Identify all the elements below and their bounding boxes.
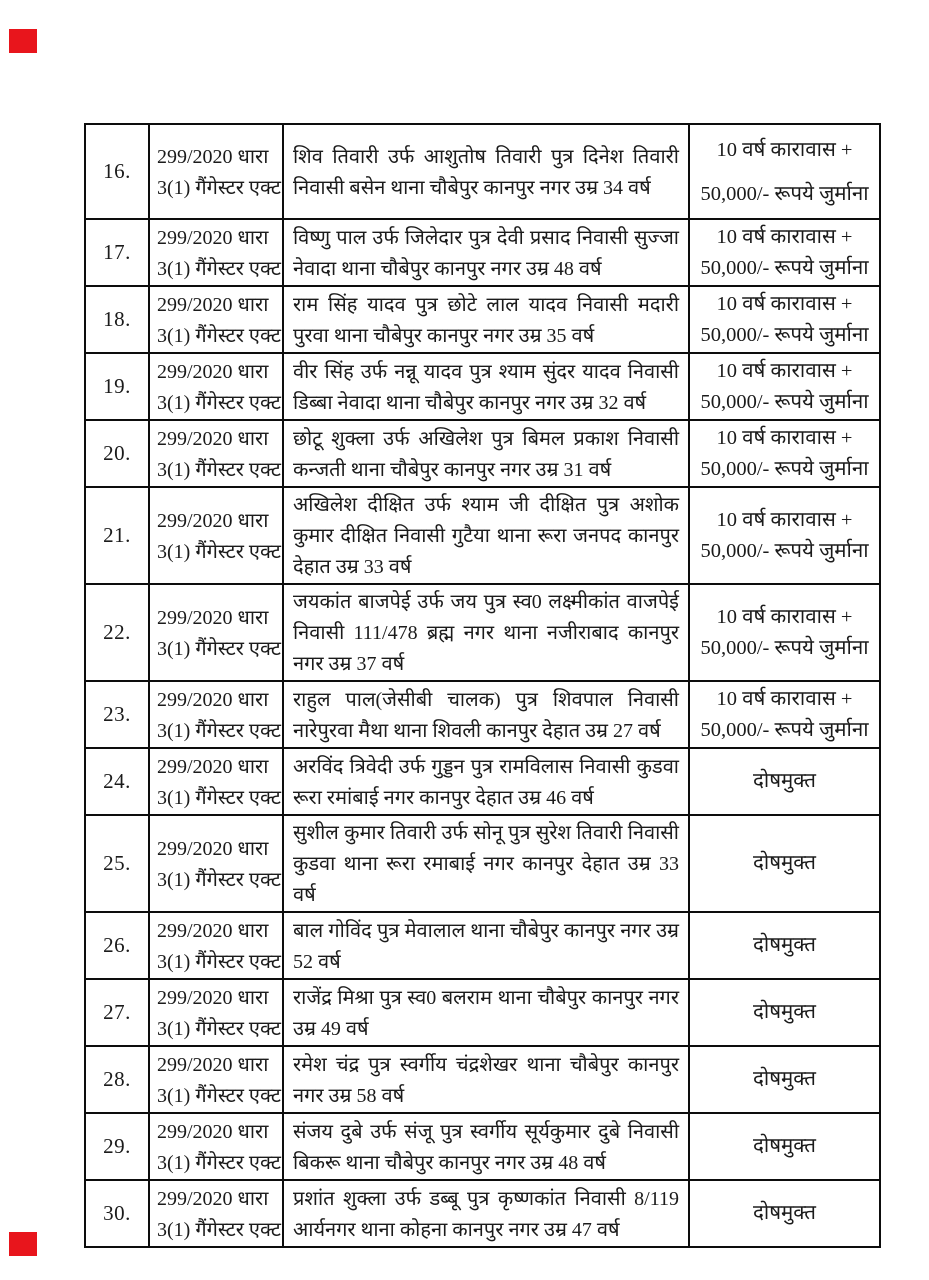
case-line: 299/2020 धारा (157, 146, 269, 168)
case-line: 299/2020 धारा (157, 294, 269, 316)
case-line: 299/2020 धारा (157, 689, 269, 711)
case-cell (149, 979, 283, 1046)
case-line: 3(1) गैंगेस्टर एक्ट (157, 177, 281, 199)
verdict-cell (689, 487, 880, 584)
case-cell (149, 353, 283, 420)
person-cell: अखिलेश दीक्षित उर्फ श्याम जी दीक्षित पुत्र अशोक कुमार दीक्षित निवासी गुटैया थाना रूरा जनपद कानपुर देहात उम्र 33 वर्ष (283, 487, 689, 584)
case-line: 3(1) गैंगेस्टर एक्ट (157, 720, 281, 742)
case-line: 299/2020 धारा (157, 227, 269, 249)
verdict-line: 50,000/- रूपये जुर्माना (700, 636, 869, 659)
case-cell (149, 1180, 283, 1247)
person-cell: राहुल पाल(जेसीबी चालक) पुत्र शिवपाल निवासी नारेपुरवा मैथा थाना शिवली कानपुर देहात उम्र 27 वर्ष (283, 681, 689, 748)
verdict-cell (689, 681, 880, 748)
table-row (85, 815, 880, 912)
verdict-line: 10 वर्ष कारावास + (716, 508, 853, 531)
serial-cell: 28. (85, 1046, 149, 1113)
case-line: 299/2020 धारा (157, 1054, 269, 1076)
table-row (85, 286, 880, 353)
verdict-line: 10 वर्ष कारावास + (716, 359, 853, 382)
verdict-cell (689, 286, 880, 353)
red-edge-marker-top (9, 29, 37, 53)
case-cell (149, 1046, 283, 1113)
verdict-line: दोषमुक्त (753, 1135, 816, 1157)
verdict-line: 50,000/- रूपये जुर्माना (700, 718, 869, 741)
serial-cell: 18. (85, 286, 149, 353)
case-line: 299/2020 धारा (157, 510, 269, 532)
table-row (85, 420, 880, 487)
verdict-cell (689, 420, 880, 487)
case-line: 3(1) गैंगेस्टर एक्ट (157, 1152, 281, 1174)
verdict-cell (689, 124, 880, 219)
verdict-cell (689, 1113, 880, 1180)
verdict-cell (689, 1046, 880, 1113)
case-line: 3(1) गैंगेस्टर एक्ट (157, 1219, 281, 1241)
table-row (85, 912, 880, 979)
verdict-line: दोषमुक्त (753, 934, 816, 956)
verdict-cell (689, 584, 880, 681)
table-row (85, 124, 880, 219)
case-line: 3(1) गैंगेस्टर एक्ट (157, 869, 281, 891)
cases-table (84, 123, 881, 1248)
case-cell (149, 219, 283, 286)
serial-cell: 30. (85, 1180, 149, 1247)
case-cell (149, 286, 283, 353)
person-cell: जयकांत बाजपेई उर्फ जय पुत्र स्व0 लक्ष्मीकांत वाजपेई निवासी 111/478 ब्रह्म नगर थाना नजीराबाद कानपुर नगर उम्र 37 वर्ष (283, 584, 689, 681)
serial-cell: 20. (85, 420, 149, 487)
table-row (85, 1180, 880, 1247)
person-cell: छोटू शुक्ला उर्फ अखिलेश पुत्र बिमल प्रकाश निवासी कन्जती थाना चौबेपुर कानपुर नगर उम्र 31 वर्ष (283, 420, 689, 487)
verdict-cell (689, 912, 880, 979)
case-cell (149, 912, 283, 979)
verdict-line: 50,000/- रूपये जुर्माना (700, 539, 869, 562)
serial-cell: 19. (85, 353, 149, 420)
verdict-line: 50,000/- रूपये जुर्माना (700, 323, 869, 346)
table-row (85, 219, 880, 286)
person-cell: राजेंद्र मिश्रा पुत्र स्व0 बलराम थाना चौबेपुर कानपुर नगर उम्र 49 वर्ष (283, 979, 689, 1046)
verdict-line: दोषमुक्त (753, 1068, 816, 1090)
person-cell: शिव तिवारी उर्फ आशुतोष तिवारी पुत्र दिनेश तिवारी निवासी बसेन थाना चौबेपुर कानपुर नगर उम्र 34 वर्ष (283, 124, 689, 219)
verdict-cell (689, 219, 880, 286)
case-cell (149, 815, 283, 912)
case-line: 299/2020 धारा (157, 1121, 269, 1143)
case-cell (149, 124, 283, 219)
table-row (85, 748, 880, 815)
case-line: 299/2020 धारा (157, 838, 269, 860)
table-row (85, 487, 880, 584)
table-row (85, 1113, 880, 1180)
verdict-cell (689, 815, 880, 912)
case-cell (149, 487, 283, 584)
case-line: 299/2020 धारा (157, 1188, 269, 1210)
case-line: 299/2020 धारा (157, 361, 269, 383)
case-cell (149, 748, 283, 815)
case-line: 299/2020 धारा (157, 428, 269, 450)
table-row (85, 1046, 880, 1113)
serial-cell: 29. (85, 1113, 149, 1180)
serial-cell: 21. (85, 487, 149, 584)
verdict-line: 50,000/- रूपये जुर्माना (700, 390, 869, 413)
case-line: 3(1) गैंगेस्टर एक्ट (157, 1018, 281, 1040)
verdict-line: 50,000/- रूपये जुर्माना (700, 457, 869, 480)
case-cell (149, 1113, 283, 1180)
verdict-line: 10 वर्ष कारावास + (716, 292, 853, 315)
verdict-line: 10 वर्ष कारावास + (716, 426, 853, 449)
case-line: 299/2020 धारा (157, 756, 269, 778)
serial-cell: 26. (85, 912, 149, 979)
case-line: 299/2020 धारा (157, 607, 269, 629)
person-cell: राम सिंह यादव पुत्र छोटे लाल यादव निवासी मदारी पुरवा थाना चौबेपुर कानपुर नगर उम्र 35 वर्ष (283, 286, 689, 353)
serial-cell: 27. (85, 979, 149, 1046)
case-line: 299/2020 धारा (157, 987, 269, 1009)
person-cell: बाल गोविंद पुत्र मेवालाल थाना चौबेपुर कानपुर नगर उम्र 52 वर्ष (283, 912, 689, 979)
table-row (85, 979, 880, 1046)
serial-cell: 16. (85, 124, 149, 219)
case-cell (149, 584, 283, 681)
case-line: 3(1) गैंगेस्टर एक्ट (157, 638, 281, 660)
verdict-line: 50,000/- रूपये जुर्माना (700, 182, 869, 205)
verdict-cell (689, 1180, 880, 1247)
case-line: 3(1) गैंगेस्टर एक्ट (157, 541, 281, 563)
verdict-line: 10 वर्ष कारावास + (716, 225, 853, 248)
case-line: 3(1) गैंगेस्टर एक्ट (157, 325, 281, 347)
serial-cell: 24. (85, 748, 149, 815)
verdict-line: दोषमुक्त (753, 1202, 816, 1224)
serial-cell: 17. (85, 219, 149, 286)
verdict-line: दोषमुक्त (753, 1001, 816, 1023)
verdict-line: 50,000/- रूपये जुर्माना (700, 256, 869, 279)
case-line: 3(1) गैंगेस्टर एक्ट (157, 951, 281, 973)
case-cell (149, 420, 283, 487)
person-cell: प्रशांत शुक्ला उर्फ डब्बू पुत्र कृष्णकांत निवासी 8/119 आर्यनगर थाना कोहना कानपुर नगर उम्र 47 वर्ष (283, 1180, 689, 1247)
verdict-line: 10 वर्ष कारावास + (716, 687, 853, 710)
person-cell: रमेश चंद्र पुत्र स्वर्गीय चंद्रशेखर थाना चौबेपुर कानपुर नगर उम्र 58 वर्ष (283, 1046, 689, 1113)
verdict-line: 10 वर्ष कारावास + (716, 138, 853, 161)
verdict-cell (689, 979, 880, 1046)
table-row (85, 584, 880, 681)
case-line: 3(1) गैंगेस्टर एक्ट (157, 1085, 281, 1107)
table-row (85, 681, 880, 748)
case-line: 299/2020 धारा (157, 920, 269, 942)
case-line: 3(1) गैंगेस्टर एक्ट (157, 258, 281, 280)
person-cell: वीर सिंह उर्फ नन्नू यादव पुत्र श्याम सुंदर यादव निवासी डिब्बा नेवादा थाना चौबेपुर कानपुर नगर उम्र 32 वर्ष (283, 353, 689, 420)
verdict-cell (689, 748, 880, 815)
verdict-cell (689, 353, 880, 420)
case-line: 3(1) गैंगेस्टर एक्ट (157, 787, 281, 809)
table-row (85, 353, 880, 420)
red-edge-marker-bottom (9, 1232, 37, 1256)
serial-cell: 25. (85, 815, 149, 912)
person-cell: सुशील कुमार तिवारी उर्फ सोनू पुत्र सुरेश तिवारी निवासी कुडवा थाना रूरा रमाबाई नगर कानपुर देहात उम्र 33 वर्ष (283, 815, 689, 912)
verdict-line: 10 वर्ष कारावास + (716, 605, 853, 628)
person-cell: विष्णु पाल उर्फ जिलेदार पुत्र देवी प्रसाद निवासी सुज्जा नेवादा थाना चौबेपुर कानपुर नगर उम्र 48 वर्ष (283, 219, 689, 286)
case-cell (149, 681, 283, 748)
person-cell: अरविंद त्रिवेदी उर्फ गुड्डन पुत्र रामविलास निवासी कुडवा रूरा रमांबाई नगर कानपुर देहात उम्र 46 वर्ष (283, 748, 689, 815)
serial-cell: 23. (85, 681, 149, 748)
person-cell: संजय दुबे उर्फ संजू पुत्र स्वर्गीय सूर्यकुमार दुबे निवासी बिकरू थाना चौबेपुर कानपुर नगर उम्र 48 वर्ष (283, 1113, 689, 1180)
case-line: 3(1) गैंगेस्टर एक्ट (157, 459, 281, 481)
verdict-line: दोषमुक्त (753, 770, 816, 792)
case-line: 3(1) गैंगेस्टर एक्ट (157, 392, 281, 414)
verdict-line: दोषमुक्त (753, 852, 816, 874)
serial-cell: 22. (85, 584, 149, 681)
